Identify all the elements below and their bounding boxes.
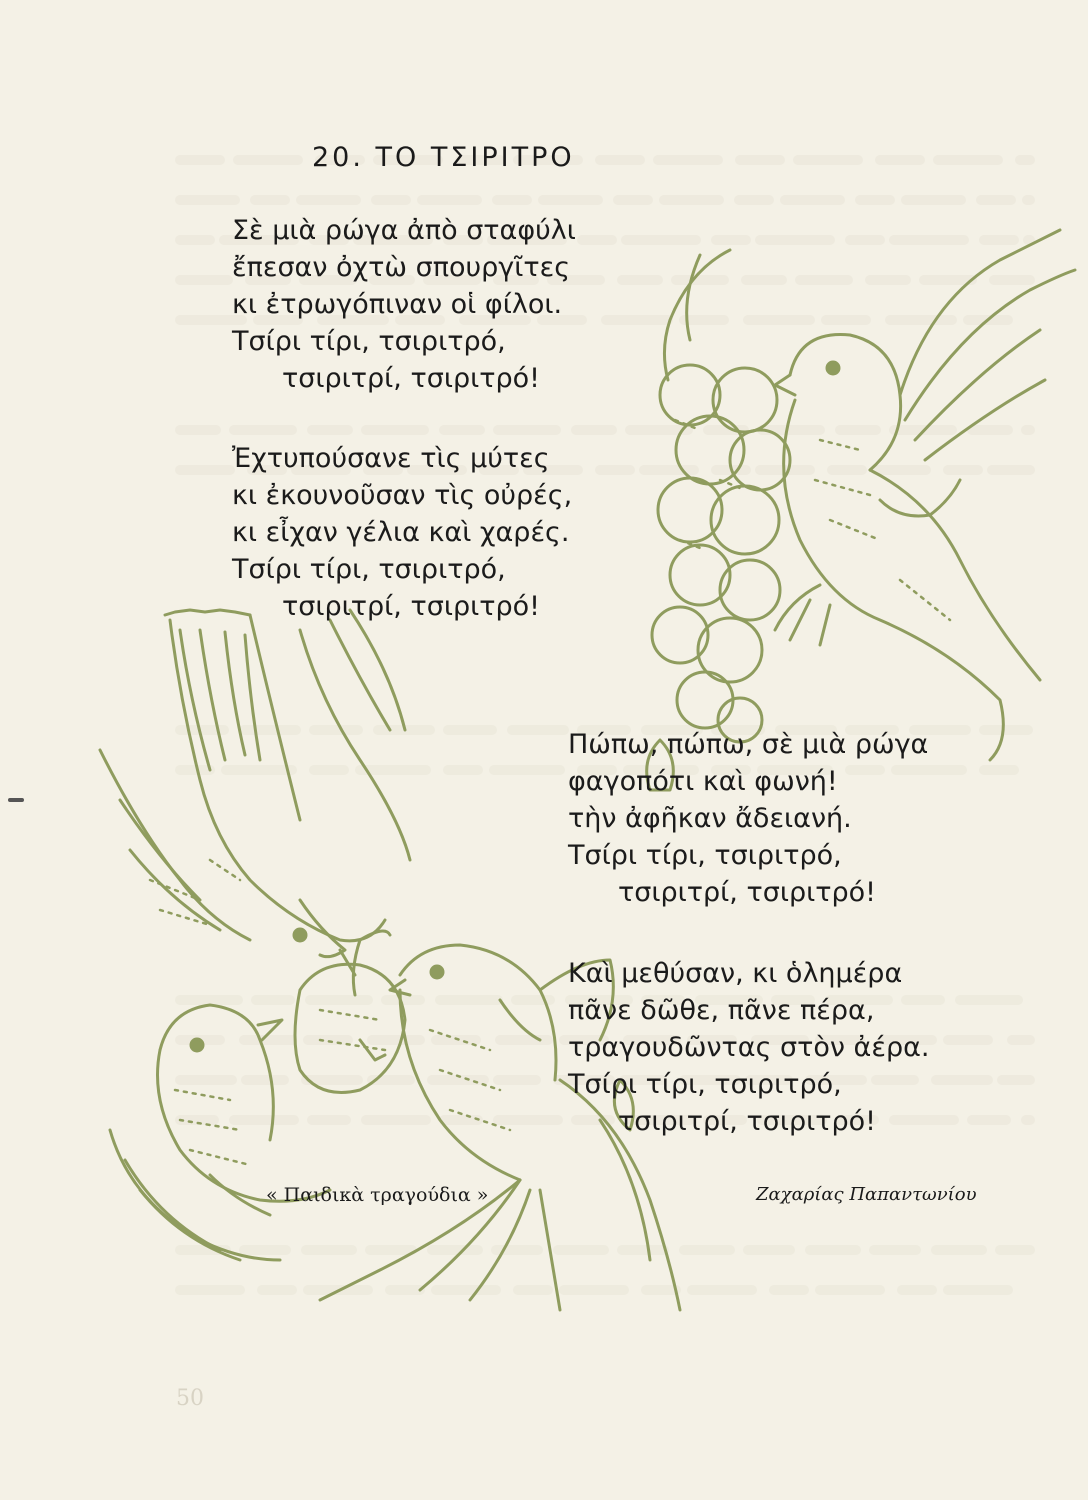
poem-line: Τσίρι τίρι, τσιριτρό, [232, 326, 506, 357]
poem-line: Τσίρι τίρι, τσιριτρό, [568, 840, 842, 871]
poem-line: τὴν ἀφῆκαν ἄδειανή. [568, 803, 852, 834]
poem-line: Καὶ μεθύσαν, κι ὁλημέρα [568, 958, 903, 989]
poem-line: Ἐχτυπούσανε τὶς μύτες [232, 443, 550, 474]
grape-bunch-icon [652, 250, 790, 742]
poem-line: Πώπω, πώπω, σὲ μιὰ ρώγα [568, 729, 929, 760]
stanza [232, 212, 576, 397]
source-citation: « Παιδικὰ τραγούδια » [266, 1184, 489, 1206]
sparrow-upper-right [775, 230, 1075, 760]
poem-title: 20. ΤΟ ΤΣΙΡΙΤΡΟ [312, 142, 575, 173]
poem-line: κι ἐκουνοῦσαν τὶς οὐρές, [232, 480, 573, 511]
page-number: 50 [176, 1386, 204, 1411]
author-name: Ζαχαρίας Παπαντωνίου [756, 1184, 977, 1205]
poem-line: κι εἶχαν γέλια καὶ χαρές. [232, 517, 570, 548]
poem-line: τσιριτρί, τσιριτρό! [618, 877, 876, 908]
sparrow-diving-left [100, 610, 410, 975]
poem-line: τσιριτρί, τσιριτρό! [282, 363, 540, 394]
poem-line: κι ἐτρωγόπιναν οἱ φίλοι. [232, 289, 563, 320]
sparrow-lower-left [110, 1005, 330, 1260]
stanza [232, 440, 572, 625]
poem-line: τσιριτρί, τσιριτρό! [282, 591, 540, 622]
poem-line: Σὲ μιὰ ρώγα ἀπὸ σταφύλι [232, 215, 576, 246]
poem-line: τραγουδῶντας στὸν ἀέρα. [568, 1032, 930, 1063]
poem-line: τσιριτρί, τσιριτρό! [618, 1106, 876, 1137]
sparrow-center [295, 931, 405, 1093]
poem-line: πᾶνε δῶθε, πᾶνε πέρα, [568, 995, 875, 1026]
poem-line: Τσίρι τίρι, τσιριτρό, [232, 554, 506, 585]
poem-line: φαγοπότι καὶ φωνή! [568, 766, 838, 797]
stanza [568, 726, 928, 911]
poem-line: ἔπεσαν ὀχτὼ σπουργῖτες [232, 252, 571, 283]
stanza [568, 955, 929, 1140]
poem-line: Τσίρι τίρι, τσιριτρό, [568, 1069, 842, 1100]
